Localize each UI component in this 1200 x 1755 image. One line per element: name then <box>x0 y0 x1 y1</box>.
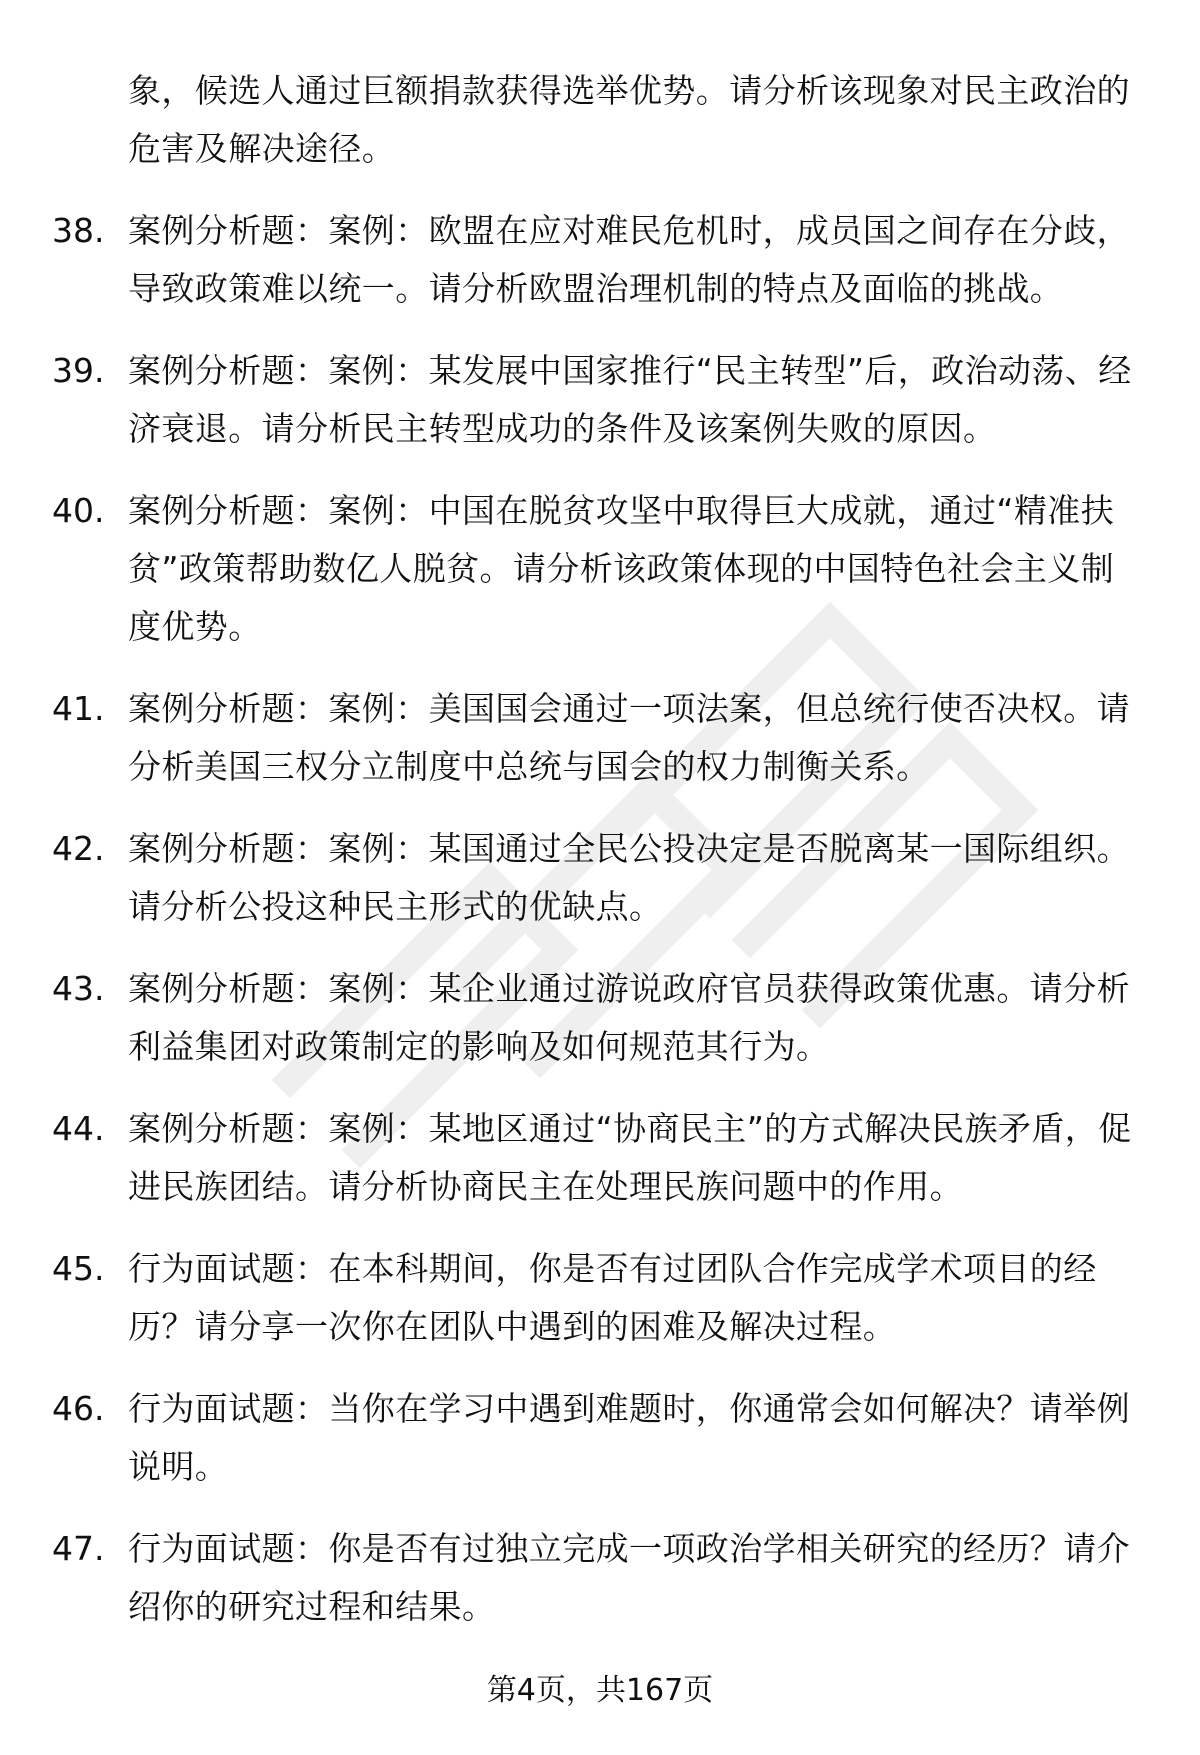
question-number: 44. <box>52 1109 105 1148</box>
question-text: 行为面试题：在本科期间，你是否有过团队合作完成学术项目的经历？请分享一次你在团队中遇到的困难及解决过程。 <box>128 1249 1097 1346</box>
question-list <box>0 62 1200 1660</box>
question-text: 案例分析题：案例：某发展中国家推行“民主转型”后，政治动荡、经济衰退。请分析民主转型成功的条件及该案例失败的原因。 <box>128 351 1132 448</box>
list-item <box>0 960 1200 1076</box>
question-number: 41. <box>52 689 105 728</box>
list-item <box>0 62 1200 178</box>
question-text: 行为面试题：你是否有过独立完成一项政治学相关研究的经历？请介绍你的研究过程和结果。 <box>128 1529 1130 1626</box>
list-item <box>0 1380 1200 1496</box>
question-number: 43. <box>52 969 105 1008</box>
question-text: 案例分析题：案例：某地区通过“协商民主”的方式解决民族矛盾，促进民族团结。请分析协商民主在处理民族问题中的作用。 <box>128 1109 1132 1206</box>
question-text: 行为面试题：当你在学习中遇到难题时，你通常会如何解决？请举例说明。 <box>128 1389 1130 1486</box>
page-number-footer: 第4页，共167页 <box>486 1673 714 1708</box>
question-number: 46. <box>52 1389 105 1428</box>
question-text: 象，候选人通过巨额捐款获得选举优势。请分析该现象对民主政治的危害及解决途径。 <box>128 71 1130 168</box>
list-item <box>0 482 1200 656</box>
question-text: 案例分析题：案例：欧盟在应对难民危机时，成员国之间存在分歧，导致政策难以统一。请分析欧盟治理机制的特点及面临的挑战。 <box>128 211 1130 308</box>
question-number: 42. <box>52 829 105 868</box>
list-item <box>0 1520 1200 1636</box>
list-item <box>0 342 1200 458</box>
question-number: 39. <box>52 351 105 390</box>
question-number: 38. <box>52 211 105 250</box>
list-item <box>0 1240 1200 1356</box>
question-number: 45. <box>52 1249 105 1288</box>
question-text: 案例分析题：案例：中国在脱贫攻坚中取得巨大成就，通过“精准扶贫”政策帮助数亿人脱贫。请分析该政策体现的中国特色社会主义制度优势。 <box>128 491 1115 646</box>
list-item <box>0 680 1200 796</box>
question-text: 案例分析题：案例：美国国会通过一项法案，但总统行使否决权。请分析美国三权分立制度中总统与国会的权力制衡关系。 <box>128 689 1130 786</box>
list-item <box>0 820 1200 936</box>
list-item <box>0 202 1200 318</box>
question-text: 案例分析题：案例：某企业通过游说政府官员获得政策优惠。请分析利益集团对政策制定的影响及如何规范其行为。 <box>128 969 1130 1066</box>
question-text: 案例分析题：案例：某国通过全民公投决定是否脱离某一国际组织。请分析公投这种民主形式的优缺点。 <box>128 829 1130 926</box>
question-number: 47. <box>52 1529 105 1568</box>
question-number: 40. <box>52 491 105 530</box>
list-item <box>0 1100 1200 1216</box>
